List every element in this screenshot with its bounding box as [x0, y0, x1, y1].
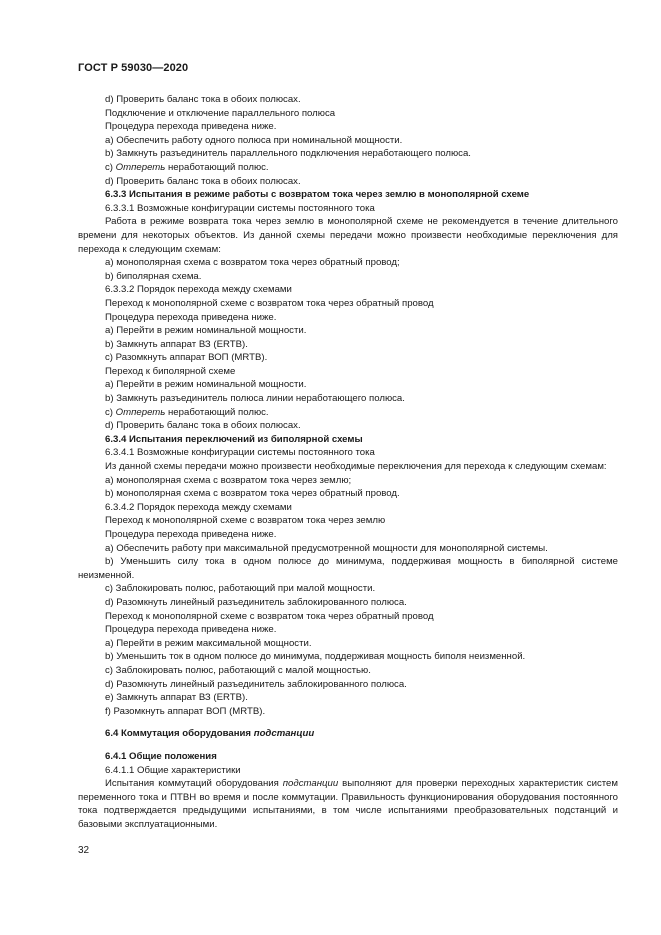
section-heading: 6.3.4 Испытания переключений из биполярной схемы	[105, 433, 363, 445]
list-item: a) монополярная схема с возвратом тока через обратный провод;	[105, 257, 400, 269]
section-heading: 6.4 Коммутация оборудования подстанции	[105, 728, 315, 740]
paragraph: Из данной схемы передачи можно произвести необходимые переключения для перехода к следующим схемам:	[105, 461, 607, 473]
paragraph: Переход к биполярной схеме	[105, 365, 236, 377]
subsection-heading: 6.4.1.1 Общие характеристики	[105, 764, 241, 776]
paragraph: Процедура перехода приведена ниже.	[105, 624, 277, 636]
list-item: c) Отпереть неработающий полюс.	[105, 161, 269, 173]
paragraph: Процедура перехода приведена ниже.	[105, 311, 277, 323]
list-item: e) Замкнуть аппарат ВЗ (ERTB).	[105, 692, 248, 704]
list-item: f) Разомкнуть аппарат ВОП (MRTB).	[105, 705, 266, 717]
list-item: c) Разомкнуть аппарат ВОП (MRTB).	[105, 352, 268, 364]
page-number: 32	[78, 845, 90, 856]
subsection-heading: 6.3.4.1 Возможные конфигурации системы постоянного тока	[105, 447, 375, 459]
paragraph: Подключение и отключение параллельного полюса	[105, 107, 336, 119]
list-item: b) Замкнуть разъединитель параллельного подключения неработающего полюса.	[105, 148, 471, 160]
list-item: a) Перейти в режим номинальной мощности.	[105, 379, 307, 391]
list-item: b) Уменьшить силу тока в одном полюсе до минимума, поддерживая мощность в биполярной системе неизменной.	[78, 556, 618, 581]
list-item: c) Заблокировать полюс, работающий с малой мощностью.	[105, 664, 371, 676]
list-item: d) Разомкнуть линейный разъединитель заблокированного полюса.	[105, 596, 407, 608]
document-body	[78, 93, 618, 831]
paragraph: Процедура перехода приведена ниже.	[105, 529, 277, 540]
list-item: a) монополярная схема с возвратом тока через землю;	[105, 474, 352, 486]
paragraph: Работа в режиме возврата тока через землю в монополярной схеме не рекомендуется в течение длительного времени для некоторых объектов. Из данной схемы передачи можно произвести необходимые переключения для перехода к следующим схемам:	[78, 216, 618, 255]
paragraph: Процедура перехода приведена ниже.	[105, 121, 277, 133]
list-item: a) Перейти в режим максимальной мощности.	[105, 637, 312, 649]
list-item: a) Обеспечить работу при максимальной предусмотренной мощности для монополярной системы.	[105, 542, 548, 554]
subsection-heading: 6.3.3.2 Порядок перехода между схемами	[105, 284, 292, 296]
paragraph: d) Проверить баланс тока в обоих полюсах.	[105, 94, 301, 105]
list-item: c) Отпереть неработающий полюс.	[105, 406, 269, 418]
paragraph: Переход к монополярной схеме с возвратом тока через землю	[105, 515, 386, 527]
subsection-heading: 6.3.3.1 Возможные конфигурации системы постоянного тока	[105, 202, 375, 214]
list-item: d) Проверить баланс тока в обоих полюсах.	[105, 175, 301, 187]
paragraph: Переход к монополярной схеме с возвратом тока через обратный провод	[105, 297, 434, 309]
document-header: ГОСТ Р 59030—2020	[78, 62, 189, 74]
paragraph: Переход к монополярной схеме с возвратом тока через обратный провод	[105, 610, 434, 622]
subsection-heading: 6.3.4.2 Порядок перехода между схемами	[105, 501, 292, 513]
list-item: a) Обеспечить работу одного полюса при номинальной мощности.	[105, 134, 403, 146]
list-item: b) Замкнуть аппарат ВЗ (ERTB).	[105, 338, 248, 350]
list-item: d) Разомкнуть линейный разъединитель заблокированного полюса.	[105, 678, 407, 690]
list-item: b) монополярная схема с возвратом тока через обратный провод.	[105, 488, 400, 500]
section-heading: 6.4.1 Общие положения	[105, 750, 217, 762]
list-item: c) Заблокировать полюс, работающий при малой мощности.	[105, 583, 376, 595]
list-item: b) биполярная схема.	[105, 270, 202, 282]
list-item: b) Уменьшить ток в одном полюсе до минимума, поддерживая мощность биполя неизменной.	[105, 651, 526, 663]
paragraph: Испытания коммутаций оборудования подстанции выполняют для проверки переходных характеристик систем переменного тока и ПТВН во время и после коммутации. Правильность функционирования оборудования постоянного тока подтверждается предыдущими испытаниями, в том числе испытаниями преобразовательных подстанций и базовыми эксплуатационными.	[78, 778, 618, 830]
list-item: b) Замкнуть разъединитель полюса линии неработающего полюса.	[105, 393, 405, 405]
section-heading: 6.3.3 Испытания в режиме работы с возвратом тока через землю в монополярной схеме	[105, 189, 530, 201]
list-item: d) Проверить баланс тока в обоих полюсах.	[105, 420, 301, 432]
list-item: a) Перейти в режим номинальной мощности.	[105, 325, 307, 337]
